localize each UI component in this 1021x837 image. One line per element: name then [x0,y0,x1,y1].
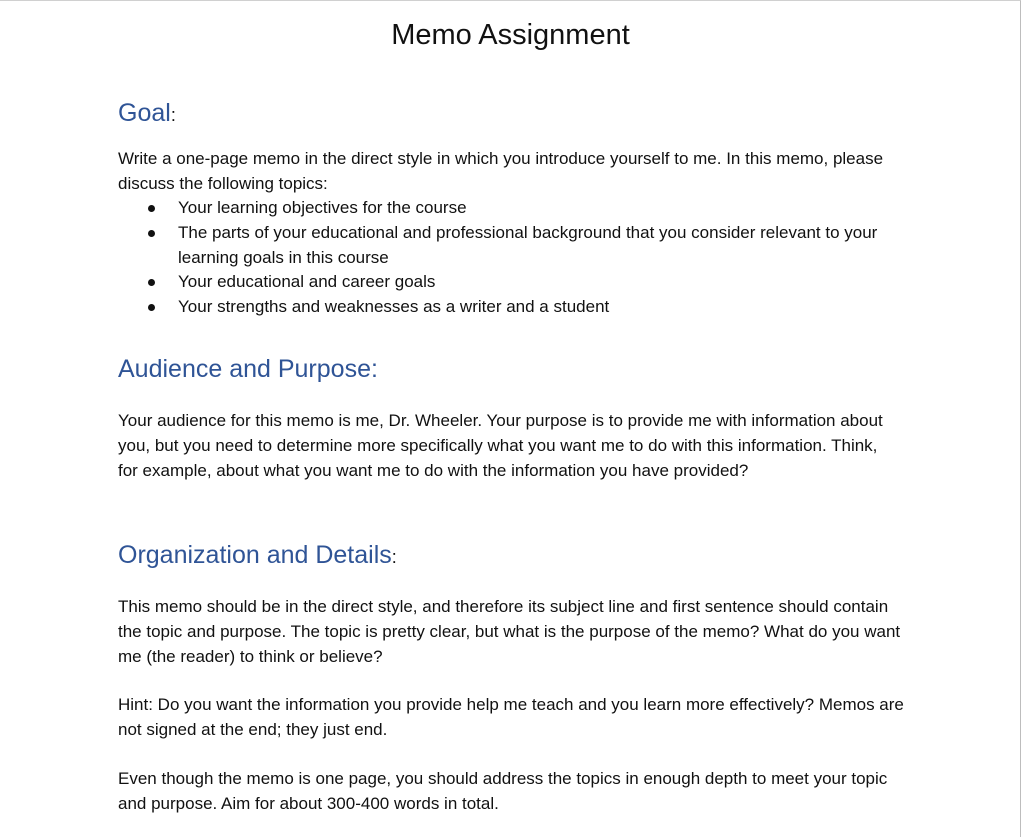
list-item [118,196,918,221]
heading-organization-details [118,539,397,573]
organization-hint-paragraph: Hint: Do you want the information you provide help me teach and you learn more effectively? Memos are not signed at the end; they just end. [118,695,904,739]
goal-topic-list [118,196,918,320]
heading-organization-text: Organization and Details [118,541,392,569]
heading-organization-colon: : [391,547,397,567]
page-title: Memo Assignment [391,19,630,51]
audience-paragraph: Your audience for this memo is me, Dr. Wheeler. Your purpose is to provide me with information about you, but you need to determine more specifically what you want me to do with this information. Think, for example, about what you want me to do with the information you have provided? [118,411,883,480]
list-item-text: Your learning objectives for the course [178,198,467,217]
heading-goal-text: Goal [118,99,171,127]
list-item [118,221,918,271]
organization-length-paragraph: Even though the memo is one page, you should address the topics in enough depth to meet your topic and purpose. Aim for about 300-400 words in total. [118,769,888,813]
bullet-icon [148,230,155,237]
heading-audience-text: Audience and Purpose [118,355,371,383]
list-item-text: The parts of your educational and professional background that you consider relevant to your learning goals in this course [178,222,878,267]
heading-goal-colon: : [170,105,176,125]
list-item-text: Your educational and career goals [178,272,436,292]
heading-goal [118,97,176,131]
bullet-icon [148,304,155,311]
list-item [118,295,918,320]
bullet-icon [148,279,155,286]
heading-audience-purpose [118,353,378,385]
heading-audience-colon: : [370,355,378,383]
list-item [118,270,918,295]
bullet-icon [148,205,155,212]
goal-intro: Write a one-page memo in the direct style in which you introduce yourself to me. In this memo, please discuss the following topics: [118,149,884,193]
organization-paragraph-1: This memo should be in the direct style, and therefore its subject line and first sentence should contain the topic and purpose. The topic is pretty clear, but what is the purpose of the memo? What do you want me (the reader) to think or believe? [118,597,901,666]
list-item-text: Your strengths and weaknesses as a writer and a student [178,297,610,317]
